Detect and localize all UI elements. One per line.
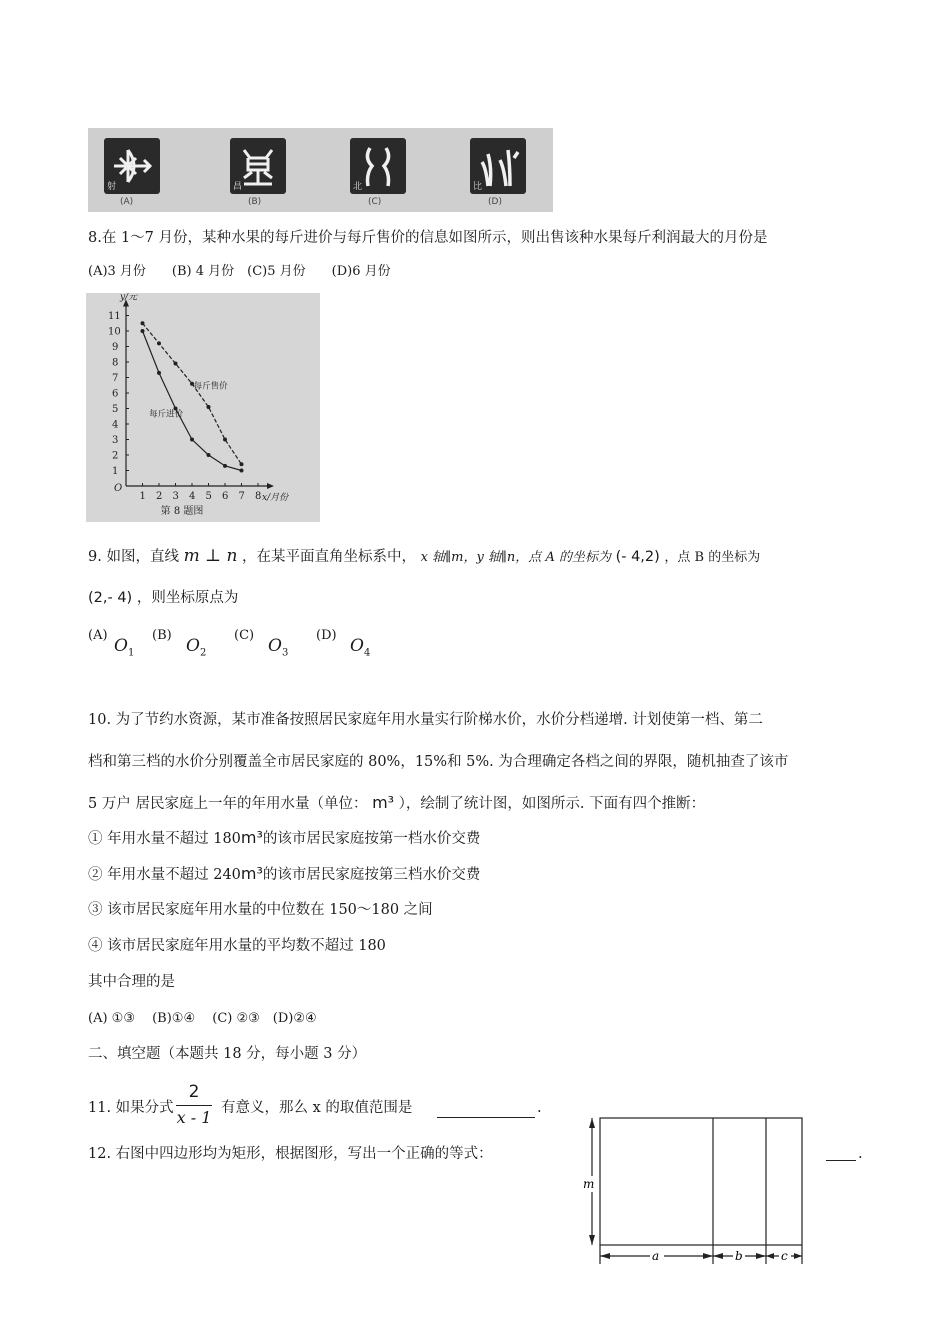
q10-line1: 10. 为了节约水资源，某市准备按照居民家庭年用水量实行阶梯水价，水价分档递增. 计划使第一档、第二	[88, 712, 763, 728]
q11-end: .	[537, 1100, 542, 1116]
q11-denominator: x - 1	[176, 1108, 212, 1127]
q9-axes: x 轴∥m，y 轴∥n，点 A 的坐标为	[420, 550, 611, 565]
q10-options: (A) ①③ (B)①④ (C) ②③ (D)②④	[88, 1011, 317, 1026]
q12-label-c: c	[781, 1249, 788, 1263]
data-point	[240, 462, 244, 466]
y-tick-label: 4	[112, 419, 119, 431]
y-axis-label: y/元	[120, 293, 138, 303]
option-c-caption: (C)	[368, 197, 382, 207]
y-tick-label: 3	[112, 435, 119, 446]
q9-line2-post: ，则坐标原点为	[136, 590, 239, 606]
q10-s1-unit: m³	[240, 828, 263, 847]
data-point	[223, 464, 227, 468]
option-a-caption: (A)	[120, 197, 134, 207]
q11	[88, 1082, 558, 1132]
y-tick-label: 2	[112, 450, 119, 462]
y-tick-label: 5	[112, 404, 119, 415]
q12-label-b: b	[735, 1249, 743, 1263]
q9-line1	[88, 546, 760, 568]
q10-statement-1	[88, 828, 480, 849]
q12-label-a: a	[652, 1249, 660, 1263]
q11-fraction	[174, 1082, 214, 1130]
q10-line3-pre: 5 万户 居民家庭上一年的年用水量（单位：	[88, 796, 368, 812]
q10-s2-unit: m³	[240, 864, 263, 883]
q12-end: .	[858, 1146, 863, 1162]
q9-point-a: (- 4,2)	[615, 549, 660, 565]
x-tick-label: 8	[255, 491, 262, 502]
data-point	[141, 329, 145, 333]
q10-line3-post: ），绘制了统计图，如图所示. 下面有四个推断：	[398, 796, 706, 812]
q11-numerator: 2	[188, 1082, 200, 1102]
q12-rectangle-figure	[576, 1108, 810, 1268]
data-point	[157, 371, 161, 375]
q8-chart-photo	[86, 293, 320, 522]
q9-option-c-value: $O_3$	[268, 636, 289, 659]
series-label-cost: 每斤进价	[149, 409, 184, 420]
q9-option-b-label: (B)	[152, 628, 172, 643]
q9-point-b: (2,- 4)	[88, 590, 133, 606]
q10-s2-pre: ② 年用水量不超过 240	[88, 867, 241, 883]
series-label-sell: 每斤售价	[193, 381, 228, 392]
q9-mid: ，在某平面直角坐标系中，	[242, 549, 417, 565]
q8-options: (A)3 月份 (B) 4 月份 (C)5 月份 (D)6 月份	[88, 264, 391, 279]
x-tick-label: 6	[222, 491, 229, 502]
q12-label-m: m	[583, 1177, 595, 1191]
q7-figure	[88, 128, 553, 212]
q9-option-d-label: (D)	[316, 628, 337, 643]
glyph-d-label: 比	[473, 182, 483, 192]
option-d-caption: (D)	[488, 197, 502, 207]
q11-fraction-bar	[176, 1105, 212, 1106]
q11-answer-blank[interactable]	[437, 1098, 535, 1118]
data-point	[157, 341, 161, 345]
q8-line-chart	[86, 293, 320, 522]
x-tick-label: 4	[189, 491, 196, 502]
option-b-caption: (B)	[248, 197, 262, 207]
q12-answer-blank[interactable]	[826, 1142, 856, 1161]
x-tick-label: 7	[238, 491, 245, 502]
glyph-a-label: 射	[107, 182, 117, 192]
q12-text: 12. 右图中四边形均为矩形，根据图形，写出一个正确的等式：	[88, 1146, 493, 1162]
q9-post: ，点 B 的坐标为	[664, 550, 761, 565]
q9-option-b-value: $O_2$	[186, 636, 207, 659]
chart-title: 第 8 题图	[160, 506, 204, 517]
data-point	[240, 469, 244, 473]
q11-pre: 11. 如果分式	[88, 1100, 174, 1116]
glyph-d	[470, 138, 526, 194]
y-tick-label: 7	[112, 373, 119, 384]
data-point	[141, 321, 145, 325]
y-tick-label: 6	[112, 388, 119, 400]
data-point	[174, 362, 178, 366]
q10-s1-pre: ① 年用水量不超过 180	[88, 831, 241, 847]
y-tick-label: 10	[108, 326, 121, 338]
glyph-b-label: 昌	[233, 182, 243, 192]
q10-statement-4: ④ 该市居民家庭年用水量的平均数不超过 180	[88, 938, 386, 954]
q10-statement-3: ③ 该市居民家庭年用水量的中位数在 150～180 之间	[88, 902, 433, 918]
y-tick-label: 11	[108, 311, 121, 322]
y-tick-label: 9	[112, 342, 119, 353]
data-point	[207, 453, 211, 457]
q11-post: 有意义，那么 x 的取值范围是	[221, 1100, 413, 1116]
q9-perpendicular: m ⊥ n	[183, 546, 238, 566]
glyph-b	[230, 138, 286, 194]
q9-options	[88, 626, 408, 660]
glyph-c	[350, 138, 406, 194]
data-point	[190, 438, 194, 442]
x-tick-label: 3	[172, 491, 179, 502]
x-tick-label: 2	[156, 491, 163, 502]
data-point	[223, 438, 227, 442]
q9-option-a-value: $O_1$	[114, 636, 135, 659]
q10-line2: 档和第三档的水价分别覆盖全市居民家庭的 80%，15%和 5%. 为合理确定各档之间的界限，随机抽查了该市	[88, 754, 789, 770]
y-tick-label: 1	[112, 466, 119, 477]
glyph-a	[104, 138, 160, 194]
q10-s1-post: 的该市居民家庭按第一档水价交费	[262, 831, 481, 847]
q10-conclusion: 其中合理的是	[88, 974, 175, 990]
q9-option-c-label: (C)	[234, 628, 255, 643]
x-axis-label: x/月份	[262, 493, 289, 503]
origin-label: O	[114, 483, 123, 494]
glyph-c-label: 北	[353, 182, 363, 192]
data-point	[207, 405, 211, 409]
q9-option-d-value: $O_4$	[350, 636, 371, 659]
q9-option-a-label: (A)	[88, 628, 108, 643]
x-axis-arrow-icon	[267, 483, 274, 489]
q10-unit: m³	[372, 793, 395, 812]
q12-outer-rectangle	[600, 1118, 802, 1245]
section-2-heading: 二、填空题（本题共 18 分，每小题 3 分）	[88, 1046, 367, 1062]
q8-stem: 8.在 1～7 月份，某种水果的每斤进价与每斤售价的信息如图所示，则出售该种水果每斤利润最大的月份是	[88, 230, 768, 246]
x-tick-label: 1	[139, 491, 146, 502]
q9-line2	[88, 588, 238, 608]
q10-statement-2	[88, 864, 480, 885]
y-tick-label: 8	[112, 357, 119, 369]
series-line-1	[143, 331, 242, 471]
q9-prefix: 9. 如图，直线	[88, 549, 179, 565]
q10-line3	[88, 793, 705, 814]
q10-s2-post: 的该市居民家庭按第三档水价交费	[262, 867, 481, 883]
x-tick-label: 5	[205, 491, 212, 502]
